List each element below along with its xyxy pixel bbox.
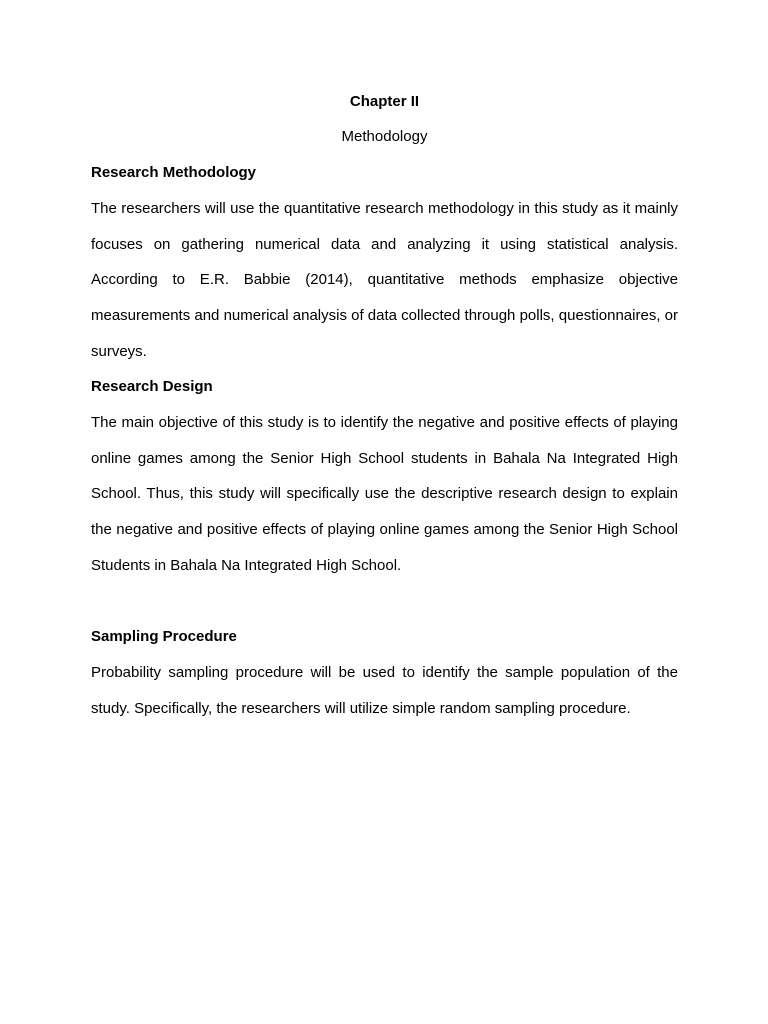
section-heading-sampling-procedure: Sampling Procedure — [91, 628, 237, 645]
section-heading-research-design: Research Design — [91, 378, 213, 395]
chapter-label: Chapter II — [349, 93, 420, 110]
section-heading-research-methodology: Research Methodology — [91, 164, 257, 181]
section-body-research-design: The main objective of this study is to identify the negative and positive effects of playing online games among the Senior High School students in Bahala Na Integrated High School. Thus, this study will specifically use the descriptive research design to explain the negative and positive effects of playing online games among the Senior High School Students in Bahala Na Integrated High School. — [91, 414, 678, 574]
section-body-sampling-procedure: Probability sampling procedure will be used to identify the sample population of the study. Specifically, the researchers will utilize simple random sampling procedure. — [91, 664, 678, 717]
chapter-title: Methodology — [341, 128, 428, 145]
section-body-research-methodology: The researchers will use the quantitative research methodology in this study as it mainly focuses on gathering numerical data and analyzing it using statistical analysis. According to E.R. Babbie (2014), quantitative methods emphasize objective measurements and numerical analysis of data collected through polls, questionnaires, or surveys. — [91, 200, 678, 360]
